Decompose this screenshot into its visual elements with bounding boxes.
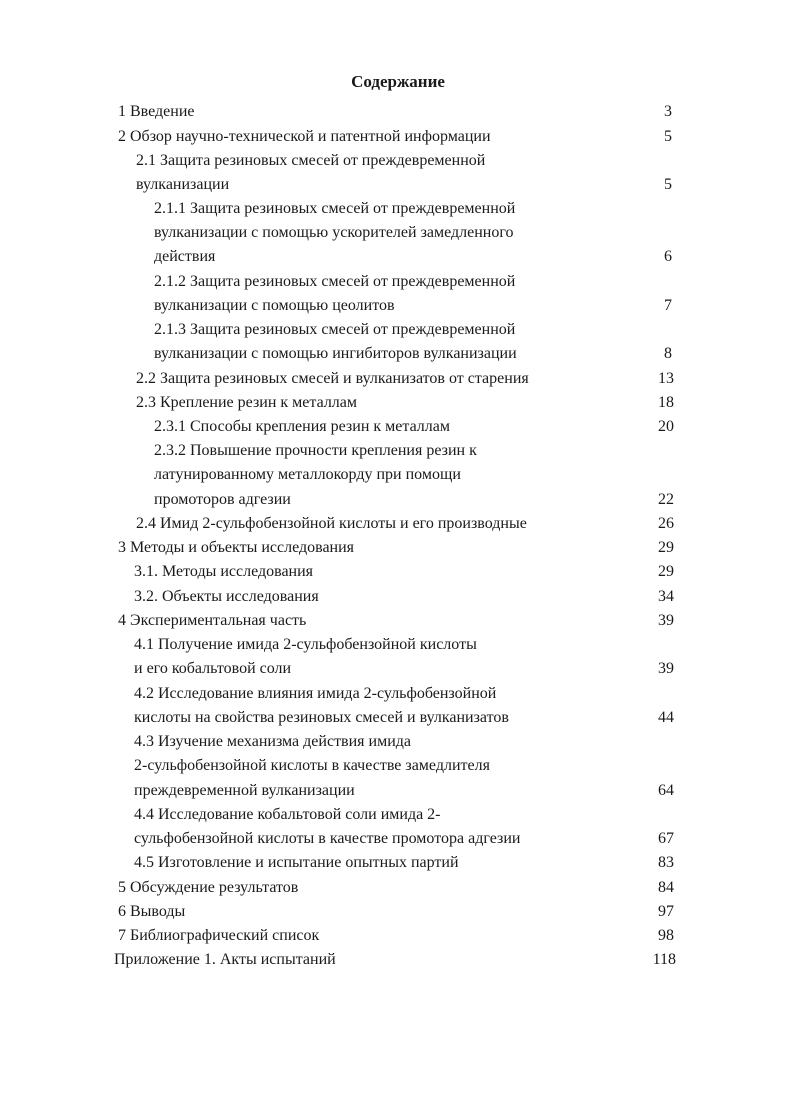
- toc-page-number: 39: [658, 612, 674, 629]
- toc-page-number: 83: [658, 854, 674, 871]
- toc-line: 3.2. Объекты исследования: [134, 588, 319, 605]
- toc-line: и его кобальтовой соли: [134, 660, 292, 677]
- toc-line: латунированному металлокорду при помощи: [154, 466, 461, 483]
- toc-page-number: 13: [658, 370, 674, 387]
- toc-page-number: 7: [664, 297, 672, 314]
- toc-page-number: 39: [658, 660, 674, 677]
- toc-line: 4.5 Изготовление и испытание опытных партий: [134, 854, 459, 871]
- toc-page-number: 5: [664, 128, 672, 145]
- toc-page-number: 5: [664, 176, 672, 193]
- toc-page-number: 22: [658, 491, 674, 508]
- toc-page-number: 67: [658, 830, 674, 847]
- toc-page-number: 3: [664, 103, 672, 120]
- toc-page-number: 118: [652, 951, 676, 968]
- toc-line: вулканизации: [136, 176, 230, 193]
- toc-page-number: 44: [658, 709, 674, 726]
- toc-line: 2.2 Защита резиновых смесей и вулканизатов от старения: [136, 370, 529, 387]
- toc-line: 4.4 Исследование кобальтовой соли имида 2-: [134, 806, 441, 823]
- toc-line: вулканизации с помощью цеолитов: [154, 297, 395, 314]
- toc-page-number: 29: [658, 563, 674, 580]
- toc-line: 2.4 Имид 2-сульфобензойной кислоты и его производные: [136, 515, 527, 532]
- toc-page-number: 29: [658, 539, 674, 556]
- toc-line: действия: [154, 248, 216, 265]
- toc-page-number: 8: [664, 345, 672, 362]
- toc-line: 7 Библиографический список: [118, 927, 320, 944]
- toc-line: вулканизации с помощью ингибиторов вулканизации: [154, 345, 517, 362]
- toc-line: 2.1.3 Защита резиновых смесей от преждевременной: [154, 321, 516, 338]
- toc-line: Приложение 1. Акты испытаний: [114, 951, 336, 968]
- toc-line: промоторов адгезии: [154, 491, 291, 508]
- toc-line: преждевременной вулканизации: [134, 782, 355, 799]
- toc-page-number: 20: [658, 418, 674, 435]
- toc-line: 2 Обзор научно-технической и патентной информации: [118, 128, 491, 145]
- toc-line: 4.3 Изучение механизма действия имида: [134, 733, 412, 750]
- toc-line: 4.2 Исследование влияния имида 2-сульфобензойной: [134, 685, 497, 702]
- toc-line: 6 Выводы: [118, 903, 186, 920]
- toc-line: 2.1.2 Защита резиновых смесей от преждевременной: [154, 273, 516, 290]
- toc-line: 2.3 Крепление резин к металлам: [136, 394, 358, 411]
- toc-line: 2-сульфобензойной кислоты в качестве замедлителя: [134, 757, 490, 774]
- toc-page-number: 97: [658, 903, 674, 920]
- toc-line: 3.1. Методы исследования: [134, 563, 314, 580]
- toc-line: вулканизации с помощью ускорителей замедленного: [154, 224, 514, 241]
- toc-line: 4 Экспериментальная часть: [118, 612, 307, 629]
- toc-page-number: 98: [658, 927, 674, 944]
- toc-line: 4.1 Получение имида 2-сульфобензойной кислоты: [134, 636, 477, 653]
- toc-page-number: 26: [658, 515, 674, 532]
- toc-page-number: 6: [664, 248, 672, 265]
- toc-line: 2.1 Защита резиновых смесей от преждевременной: [136, 152, 486, 169]
- page-title: Содержание: [351, 72, 445, 91]
- toc-page-number: 18: [658, 394, 674, 411]
- toc-line: 2.1.1 Защита резиновых смесей от преждевременной: [154, 200, 516, 217]
- toc-line: 5 Обсуждение результатов: [118, 879, 299, 896]
- toc-line: кислоты на свойства резиновых смесей и вулканизатов: [134, 709, 509, 726]
- toc-page-number: 34: [658, 588, 674, 605]
- toc-line: сульфобензойной кислоты в качестве промотора адгезии: [134, 830, 521, 847]
- toc-line: 1 Введение: [118, 103, 195, 120]
- toc-line: 2.3.2 Повышение прочности крепления резин к: [154, 442, 477, 459]
- toc-line: 3 Методы и объекты исследования: [118, 539, 355, 556]
- toc-page-number: 64: [658, 782, 674, 799]
- toc-page-number: 84: [658, 879, 674, 896]
- toc-line: 2.3.1 Способы крепления резин к металлам: [154, 418, 450, 435]
